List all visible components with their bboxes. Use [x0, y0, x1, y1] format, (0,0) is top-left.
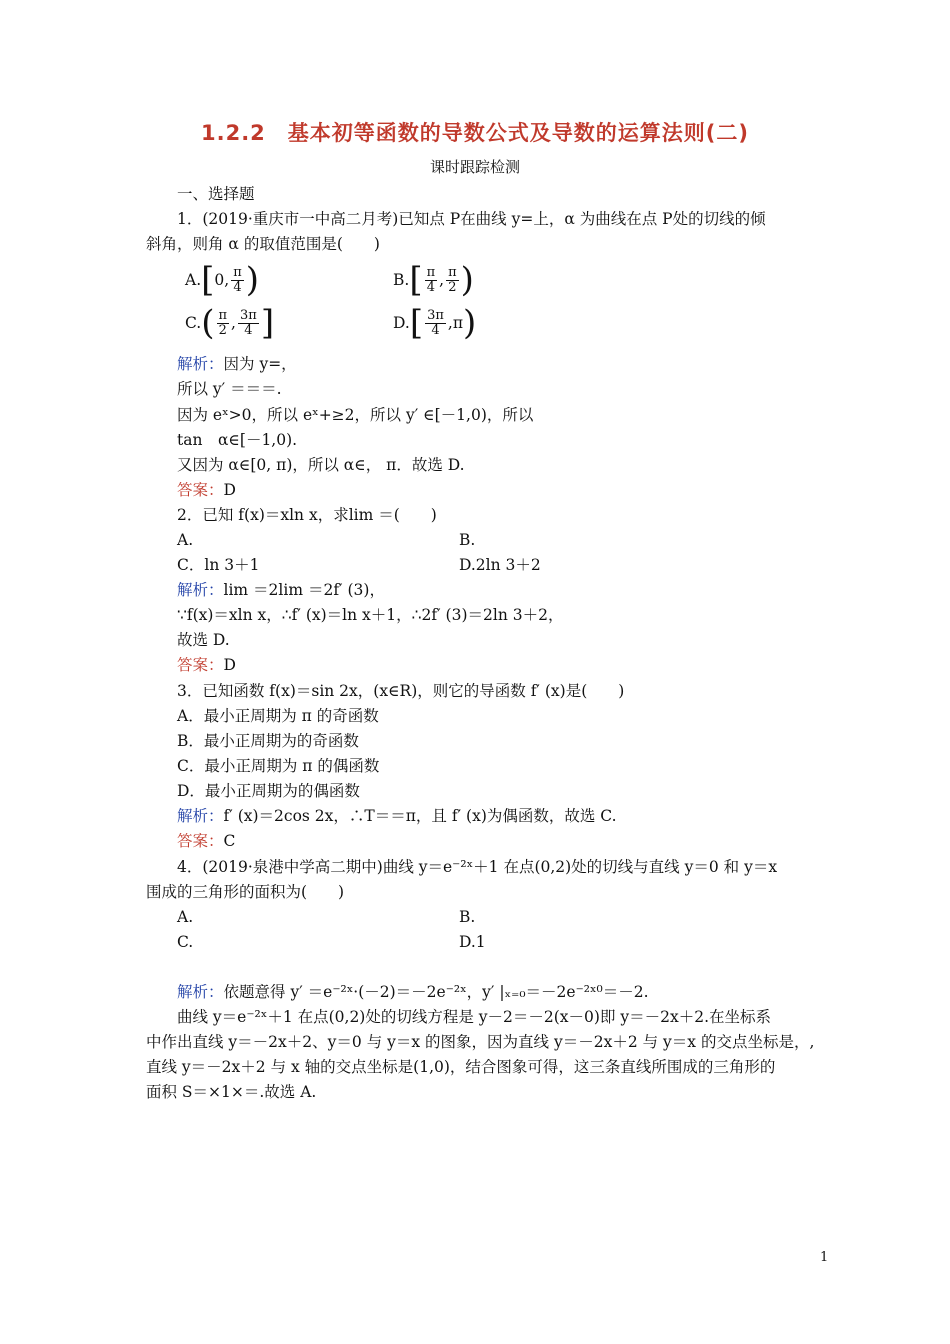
option-label: D. [393, 314, 410, 332]
q4-analysis-line2: 曲线 y＝e⁻²ˣ＋1 在点(0,2)处的切线方程是 y－2＝－2(x－0)即 y＝－2x＋2.在坐标系 [177, 1008, 772, 1026]
interval-left: 0 [214, 271, 225, 289]
q1-analysis-line5: 又因为 α∈[0, π)，所以 α∈， π．故选 D. [177, 456, 465, 474]
denominator: 2 [448, 279, 457, 295]
q1-option-a: A. [ 0 , $\frac{\pi}{4}$ ) [185, 260, 260, 300]
analysis-text: lim ＝2lim ＝2f′ (3)， [223, 581, 385, 599]
fraction [425, 266, 438, 295]
q3-analysis-line1 [177, 806, 617, 826]
option-label: C. [185, 314, 202, 332]
q1-analysis-line3: 因为 eˣ>0，所以 eˣ+≥2，所以 y′ ∈[－1,0)，所以 [177, 406, 534, 424]
q1-answer [177, 480, 236, 500]
q2-analysis-line2: ∵f(x)＝xln x，∴f′ (x)＝ln x＋1，∴2f′ (3)＝2ln 3＋2， [177, 606, 564, 624]
fraction [446, 266, 459, 295]
fraction [231, 266, 244, 295]
q3-option-a: A．最小正周期为 π 的奇函数 [177, 707, 379, 725]
q4-analysis-line3: 中作出直线 y＝－2x＋2、y＝0 与 y＝x 的图象，因为直线 y＝－2x＋2 与 y＝x 的交点坐标是，, [146, 1033, 815, 1051]
fraction [238, 309, 259, 338]
denominator: 4 [244, 322, 253, 338]
analysis-text: 因为 y=， [223, 355, 297, 373]
numerator: 3π [427, 307, 444, 323]
q2-option-b: B. [459, 531, 476, 549]
fraction [217, 309, 230, 338]
page-subtitle: 课时跟踪检测 [429, 158, 520, 176]
q2-option-d: D.2ln 3＋2 [459, 556, 541, 574]
answer-value: D [223, 656, 236, 674]
numerator: π [233, 264, 242, 280]
bracket-open: [ [201, 260, 215, 300]
q1-analysis-line1 [177, 354, 297, 374]
q4-analysis-line1 [177, 982, 649, 1002]
denominator: 4 [431, 322, 440, 338]
analysis-label: 解析： [177, 581, 224, 599]
analysis-label: 解析： [177, 355, 224, 373]
bracket-open: [ [409, 260, 423, 300]
q3-stem: 3．已知函数 f(x)＝sin 2x，(x∈R)，则它的导函数 f′ (x)是( ) [177, 682, 625, 700]
q3-option-d: D．最小正周期为的偶函数 [177, 782, 360, 800]
fraction [425, 309, 446, 338]
q1-analysis-line4: tan α∈[－1,0). [177, 431, 298, 449]
section-heading: 一、选择题 [177, 185, 255, 203]
q4-option-d: D.1 [459, 933, 486, 951]
answer-label: 答案： [177, 656, 224, 674]
q2-analysis-line3: 故选 D. [177, 631, 230, 649]
q1-stem-line1: 1．(2019·重庆市一中高二月考)已知点 P在曲线 y=上，α 为曲线在点 P处的切线的倾 [177, 210, 766, 228]
answer-value: D [223, 481, 236, 499]
answer-value: C [223, 832, 236, 850]
q3-option-c: C．最小正周期为 π 的偶函数 [177, 757, 380, 775]
denominator: 2 [218, 322, 227, 338]
interval-right: π [452, 314, 464, 332]
numerator: π [218, 307, 228, 323]
q4-stem-line1: 4．(2019·泉港中学高二期中)曲线 y＝e⁻²ˣ＋1 在点(0,2)处的切线与直线 y＝0 和 y＝x [177, 858, 778, 876]
bracket-close: ) [463, 303, 477, 343]
q4-option-c: C. [177, 933, 194, 951]
q2-analysis-line1 [177, 580, 385, 600]
q2-option-a: A. [177, 531, 194, 549]
option-label: A. [185, 271, 202, 289]
analysis-label: 解析： [177, 807, 224, 825]
page-number: 1 [820, 1250, 829, 1265]
answer-label: 答案： [177, 481, 224, 499]
analysis-text: 依题意得 y′ ＝e⁻²ˣ·(－2)＝－2e⁻²ˣ，y′ |ₓ₌₀＝－2e⁻²ˣ⁰＝－2. [223, 983, 649, 1001]
q4-analysis-line4: 直线 y＝－2x＋2 与 x 轴的交点坐标是(1,0)，结合图象可得，这三条直线所围成的三角形的 [146, 1058, 776, 1076]
bracket-close: ) [460, 260, 474, 300]
page-title: 1.2.2 基本初等函数的导数公式及导数的运算法则(二) [201, 121, 749, 145]
analysis-text: f′ (x)＝2cos 2x，∴T＝＝π，且 f′ (x)为偶函数，故选 C. [223, 807, 617, 825]
denominator: 4 [426, 279, 435, 295]
q2-option-c: C．ln 3＋1 [177, 556, 260, 574]
numerator: π [426, 264, 436, 280]
q2-stem: 2．已知 f(x)＝xln x，求lim ＝( ) [177, 506, 437, 524]
q1-option-c: C. ( $\frac{\pi}{2}$ , $\frac{3\pi}{4}$ ] [185, 303, 275, 343]
q1-stem-line2: 斜角，则角 α 的取值范围是( ) [146, 235, 380, 253]
q3-answer [177, 831, 235, 851]
answer-label: 答案： [177, 832, 224, 850]
denominator: 4 [233, 279, 242, 295]
q4-stem-line2: 围成的三角形的面积为( ) [146, 883, 345, 901]
q1-analysis-line2: 所以 y′ ＝＝＝. [177, 380, 282, 398]
q4-option-a: A. [177, 908, 194, 926]
option-label: B. [393, 271, 410, 289]
q3-option-b: B．最小正周期为的奇函数 [177, 732, 359, 750]
numerator: π [448, 264, 457, 280]
bracket-close: ) [245, 260, 260, 300]
q4-option-b: B. [459, 908, 476, 926]
bracket-close: ] [260, 303, 275, 343]
q1-option-b: B. [ $\frac{\pi}{4}$ , $\frac{\pi}{2}$ ) [393, 260, 474, 300]
q2-answer [177, 655, 236, 675]
analysis-label: 解析： [177, 983, 224, 1001]
q4-analysis-line5: 面积 S＝×1×＝.故选 A. [146, 1083, 317, 1101]
bracket-open: [ [409, 303, 424, 343]
numerator: 3π [239, 307, 257, 323]
bracket-open: ( [201, 303, 215, 343]
q1-option-d: D. [ $\frac{3\pi}{4}$ , π ) [393, 303, 477, 343]
